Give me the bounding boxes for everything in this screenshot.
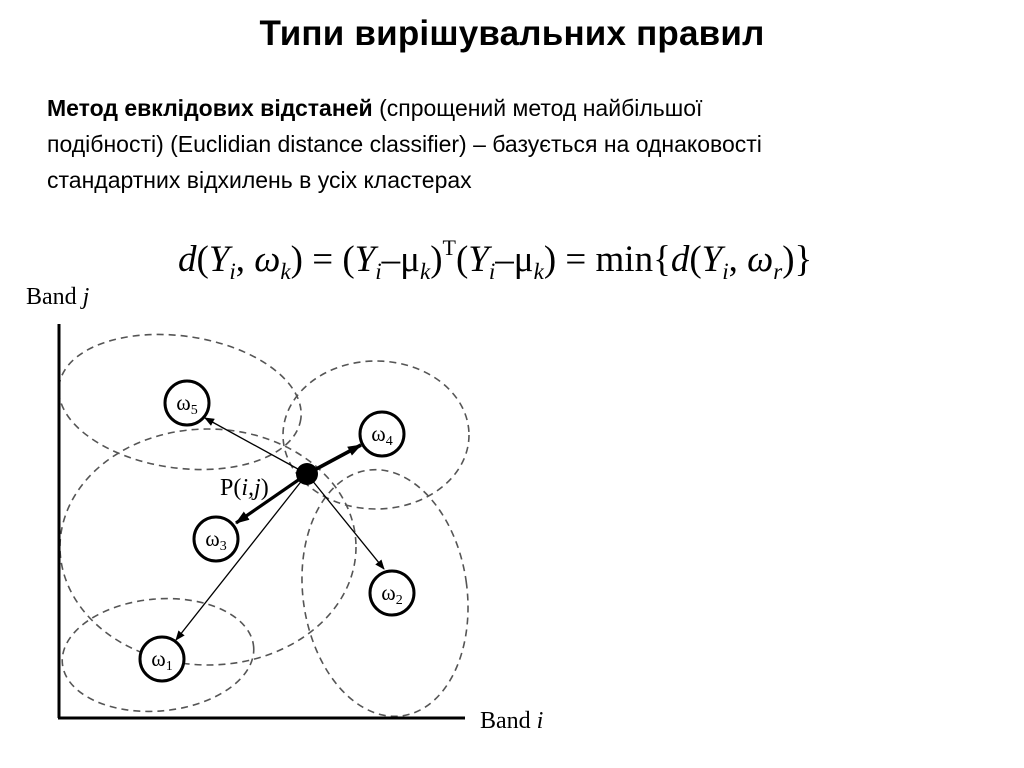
formula-equals-min: ) = min{ <box>543 239 671 280</box>
class-3-label: ω3 <box>205 526 227 554</box>
formula-y: Y <box>701 239 723 280</box>
class-center-5 <box>165 381 209 425</box>
formula-paren: ) <box>430 239 443 280</box>
description-line-1-rest: (спрощений метод найбільшої <box>372 95 703 121</box>
formula-y: Y <box>468 239 489 280</box>
x-axis-label: Band i <box>480 708 544 734</box>
description-line-2: подібності) (Euclidian distance classifier) – базується на однаковості <box>47 131 762 157</box>
slide-title: Типи вирішувальних правил <box>259 14 765 53</box>
formula-y: Y <box>208 239 230 280</box>
description-line-3: стандартних відхилень в усіх кластерах <box>47 167 472 193</box>
class-center-4 <box>360 412 404 456</box>
class-5-label: ω5 <box>176 390 198 418</box>
class-center-1 <box>140 637 184 681</box>
y-axis-label: Band j <box>26 284 90 310</box>
formula-transpose: T <box>442 235 456 260</box>
cluster-ellipses <box>50 320 483 728</box>
formula-sub-k: k <box>280 259 291 284</box>
formula-y: Y <box>354 239 376 280</box>
arrow-to-class-5 <box>205 418 307 474</box>
class-center-3 <box>194 517 238 561</box>
formula-sub-i: i <box>488 259 496 284</box>
formula-equals-1: ) = ( <box>290 239 355 280</box>
formula-paren: ( <box>455 239 469 280</box>
class-2-label: ω2 <box>381 580 403 608</box>
formula-omega: ω <box>254 239 281 280</box>
formula-d: d <box>670 239 690 280</box>
formula-d: d <box>178 239 197 280</box>
method-name: Метод евклідових відстаней <box>47 95 373 121</box>
formula-sub-k: k <box>533 259 544 284</box>
formula-paren: ( <box>689 239 702 280</box>
formula-minus-mu: –μ <box>495 239 534 280</box>
class-4-label: ω4 <box>371 421 393 449</box>
formula-sub-i: i <box>375 259 382 284</box>
axes <box>58 324 465 718</box>
formula-sub-i: i <box>229 259 236 284</box>
formula-comma: , <box>728 239 748 280</box>
formula-sub-r: r <box>773 259 783 284</box>
pixel-point <box>296 463 318 485</box>
formula-sub-k: k <box>419 259 431 284</box>
formula-paren: ( <box>196 239 209 280</box>
arrow-to-class-2 <box>307 474 384 569</box>
pixel-point-label: P(i,j) <box>220 475 269 501</box>
formula-minus-mu: –μ <box>381 239 420 280</box>
formula-comma: , <box>235 239 255 280</box>
class-1-label: ω1 <box>151 646 173 674</box>
formula-omega: ω <box>747 239 774 280</box>
class-center-2 <box>370 571 414 615</box>
formula-close: )} <box>782 239 813 280</box>
formula-sub-i: i <box>722 259 729 284</box>
